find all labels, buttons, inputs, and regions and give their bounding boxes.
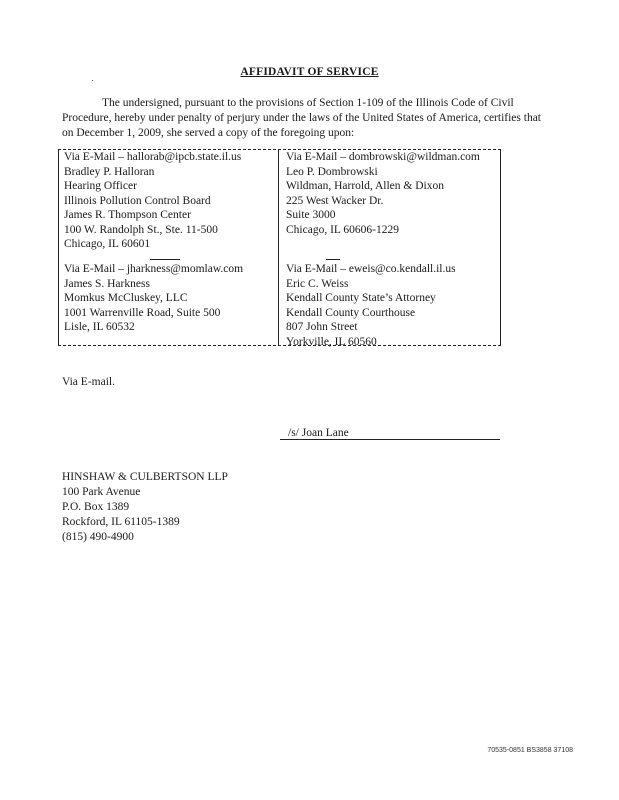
service-line: Leo P. Dombrowski <box>286 165 378 178</box>
grid-row-divider-left <box>150 259 180 260</box>
service-line: James R. Thompson Center <box>64 209 191 221</box>
service-line: 100 W. Randolph St., Ste. 11-500 <box>64 223 218 236</box>
service-line: Suite 3000 <box>286 209 336 221</box>
firm-name: HINSHAW & CULBERTSON LLP <box>62 471 228 483</box>
firm-address-line-2: P.O. Box 1389 <box>62 501 130 513</box>
service-line: Momkus McCluskey, LLC <box>64 292 188 304</box>
service-line: Via E-Mail – dombrowski@wildman.com <box>286 151 480 163</box>
firm-city: Rockford, IL 61105-1389 <box>62 516 180 528</box>
service-entry-dombrowski <box>286 150 480 237</box>
service-line: Lisle, IL 60532 <box>64 321 135 333</box>
grid-center-divider <box>278 149 279 345</box>
service-line: 1001 Warrenville Road, Suite 500 <box>64 306 221 319</box>
grid-row-divider-right <box>326 259 340 260</box>
service-line: Via E-Mail – hallorab@ipcb.state.il.us <box>64 151 242 163</box>
service-entry-weiss <box>286 262 456 349</box>
service-line: 807 John Street <box>286 321 358 333</box>
service-line: Illinois Pollution Control Board <box>64 194 211 207</box>
document-code: 70535-0851 BS3858 37108 <box>487 747 573 754</box>
firm-phone: (815) 490-4900 <box>62 531 134 543</box>
method-note: Via E-mail. <box>62 376 115 388</box>
stray-mark <box>92 80 93 81</box>
service-line: Chicago, IL 60601 <box>64 238 151 250</box>
service-line: Bradley P. Halloran <box>64 165 155 178</box>
service-line: Via E-Mail – jharkness@momlaw.com <box>64 263 244 275</box>
service-line: Kendall County State’s Attorney <box>286 292 436 304</box>
service-line: Chicago, IL 60606-1229 <box>286 223 399 236</box>
firm-address-line-1: 100 Park Avenue <box>62 486 141 498</box>
service-line: Wildman, Harrold, Allen & Dixon <box>286 180 444 192</box>
firm-block <box>62 470 228 545</box>
service-line: James S. Harkness <box>64 277 150 290</box>
service-line: Hearing Officer <box>64 180 137 192</box>
service-entry-halloran <box>64 150 241 252</box>
service-line: Via E-Mail – eweis@co.kendall.il.us <box>286 263 456 275</box>
service-entry-harkness <box>64 262 243 335</box>
affidavit-statement: The undersigned, pursuant to the provisions of Section 1-109 of the Illinois Code of Civil Procedure, hereby under penalty of perjury under the laws of the United States of America, certifies that on December 1, 2009, she served a copy of the foregoing upon: <box>62 97 541 139</box>
grid-right-border <box>500 149 501 345</box>
service-line: 225 West Wacker Dr. <box>286 194 384 207</box>
service-line: Eric C. Weiss <box>286 277 349 290</box>
signature-line: /s/ Joan Lane <box>280 427 500 440</box>
document-title: AFFIDAVIT OF SERVICE <box>240 66 379 78</box>
service-line: Yorkville, IL 60560 <box>286 335 377 348</box>
grid-left-border <box>58 149 59 345</box>
service-line: Kendall County Courthouse <box>286 306 416 319</box>
